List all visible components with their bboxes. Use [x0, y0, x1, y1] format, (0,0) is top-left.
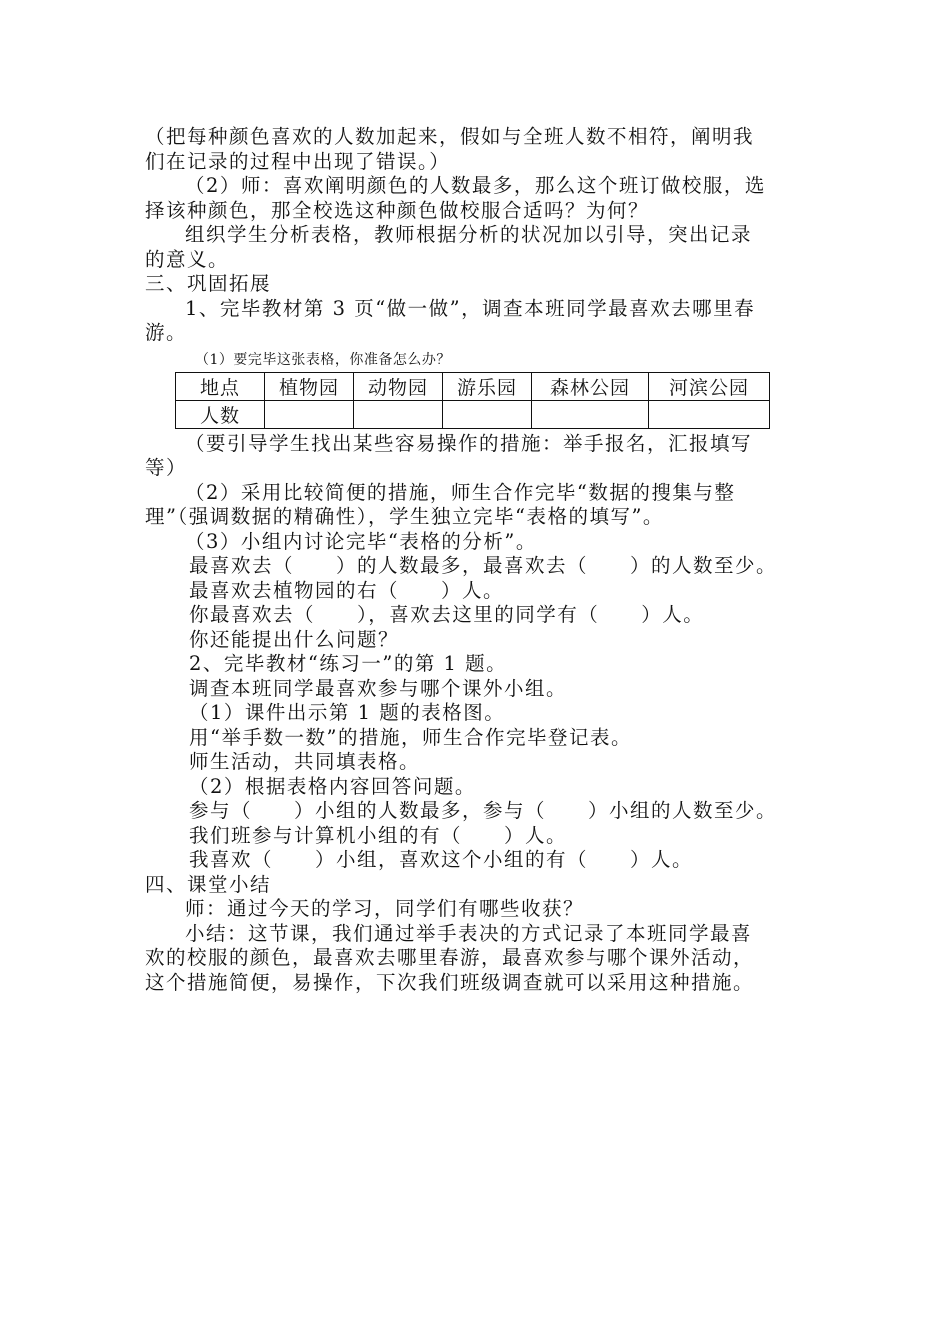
text-line: 最喜欢去植物园的右（ ）人。: [189, 578, 505, 602]
table-empty-cell: [532, 400, 649, 428]
text-line: （2）采用比较简便的措施，师生合作完毕“数据的搜集与整: [185, 480, 736, 504]
table-header-cell: 河滨公园: [649, 372, 770, 400]
text-line: 参与（ ）小组的人数最多，参与（ ）小组的人数至少。: [189, 799, 778, 822]
table-empty-cell: [265, 400, 354, 428]
text-block-bottom: [145, 432, 810, 996]
table-empty-cell: [354, 400, 443, 428]
text-line: 三、巩固拓展: [145, 272, 272, 295]
text-line: 小结：这节课，我们通过举手表决的方式记录了本班同学最喜: [185, 921, 753, 945]
text-line: 你还能提出什么问题？: [189, 627, 400, 651]
table-empty-cell: [443, 400, 532, 428]
table-empty-cell: [649, 400, 770, 428]
text-line: 最喜欢去（ ）的人数最多，最喜欢去（ ）的人数至少。: [189, 554, 778, 577]
text-line: 这个措施简便，易操作，下次我们班级调查就可以采用这种措施。: [145, 970, 755, 994]
table-caption: （1）要完毕这张表格，你准备怎么办？: [195, 351, 451, 368]
table-header-cell: 游乐园: [443, 372, 532, 400]
text-line: 调查本班同学最喜欢参与哪个课外小组。: [189, 676, 568, 700]
text-line: 我们班参与计算机小组的有（ ）人。: [189, 823, 568, 847]
text-line: 欢的校服的颜色，最喜欢去哪里春游，最喜欢参与哪个课外活动，: [145, 946, 755, 969]
table-header-cell: 植物园: [265, 372, 354, 400]
text-line: 我喜欢（ ）小组，喜欢这个小组的有（ ）人。: [189, 848, 694, 871]
text-line: （把每种颜色喜欢的人数加起来，假如与全班人数不相符，阐明我: [145, 125, 755, 148]
text-line: （2）师：喜欢阐明颜色的人数最多，那么这个班订做校服，选: [185, 174, 766, 197]
survey-table: [175, 372, 770, 429]
document-page: [145, 125, 810, 995]
text-line: 组织学生分析表格，教师根据分析的状况加以引导，突出记录: [185, 223, 753, 246]
text-line: 师生活动，共同填表格。: [189, 750, 421, 773]
text-line: 们在记录的过程中出现了错误。）: [145, 149, 451, 173]
text-line: 你最喜欢去（ ），喜欢去这里的同学有（ ）人。: [189, 603, 705, 626]
table-header-row: [176, 372, 770, 400]
text-line: 用“举手数一数”的措施，师生合作完毕登记表。: [189, 725, 632, 749]
table-header-cell: 森林公园: [532, 372, 649, 400]
table-header-cell: 动物园: [354, 372, 443, 400]
text-line: （1）课件出示第 1 题的表格图。: [189, 701, 506, 724]
table-header-cell: 地点: [176, 372, 265, 400]
text-line: （2）根据表格内容回答问题。: [189, 774, 476, 798]
text-line: 师：通过今天的学习，同学们有哪些收获？: [185, 897, 585, 920]
text-line: （3）小组内讨论完毕“表格的分析”。: [185, 529, 537, 553]
table-data-row: [176, 400, 770, 428]
text-line: 等）: [145, 456, 188, 479]
text-line: 的意义。: [145, 247, 230, 271]
text-line: 1、完毕教材第 3 页“做一做”，调查本班同学最喜欢去哪里春: [185, 296, 756, 320]
text-line: 2、完毕教材“练习一”的第 1 题。: [189, 652, 508, 675]
text-line: （要引导学生找出某些容易操作的措施：举手报名，汇报填写: [185, 431, 753, 455]
table-row-label: 人数: [176, 400, 265, 428]
text-block-top: [145, 125, 810, 346]
text-line: 四、课堂小结: [145, 872, 272, 896]
text-line: 游。: [145, 321, 188, 344]
text-line: 择该种颜色，那全校选这种颜色做校服合适吗？为何？: [145, 198, 650, 222]
text-line: 理”（强调数据的精确性），学生独立完毕“表格的填写”。: [145, 505, 664, 528]
